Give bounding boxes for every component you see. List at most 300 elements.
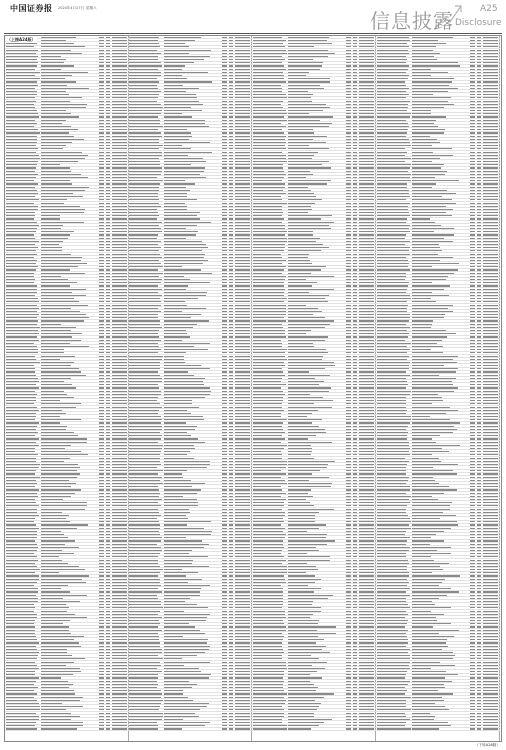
text-line <box>288 330 311 331</box>
text-line <box>99 432 104 433</box>
text-line <box>106 129 110 130</box>
text-line <box>222 91 227 92</box>
text-line <box>470 129 475 130</box>
text-line <box>229 547 233 548</box>
text-line <box>359 145 374 146</box>
text-line <box>483 391 498 392</box>
text-line <box>106 384 110 385</box>
text-line <box>353 709 357 710</box>
text-line <box>229 37 233 38</box>
text-line <box>235 725 250 726</box>
text-line <box>470 563 475 564</box>
text-line <box>41 327 76 328</box>
text-line <box>253 161 287 162</box>
text-line <box>377 225 410 226</box>
text-line <box>346 445 351 446</box>
text-line <box>222 101 227 102</box>
text-line <box>477 142 481 143</box>
text-line <box>477 502 481 503</box>
text-line <box>477 544 481 545</box>
text-line <box>99 569 104 570</box>
text-line <box>41 387 76 388</box>
text-line <box>235 234 250 235</box>
text-line <box>346 461 351 462</box>
text-line <box>353 665 357 666</box>
text-line <box>353 528 357 529</box>
text-line <box>483 91 498 92</box>
text-line <box>112 391 127 392</box>
text-line <box>106 164 110 165</box>
text-line <box>470 486 475 487</box>
text-line <box>412 330 446 331</box>
text-line <box>164 158 203 159</box>
text-line <box>288 617 310 618</box>
text-line <box>477 317 481 318</box>
text-line <box>112 467 127 468</box>
text-line <box>346 499 351 500</box>
text-line <box>229 234 233 235</box>
text-line <box>106 537 110 538</box>
text-line <box>106 687 110 688</box>
text-line <box>41 528 77 529</box>
text-line <box>353 467 357 468</box>
text-line <box>483 470 498 471</box>
text-line <box>359 295 374 296</box>
text-line <box>346 62 351 63</box>
text-line <box>129 129 158 130</box>
text-line <box>470 50 475 51</box>
text-line <box>377 572 409 573</box>
text-line <box>253 356 285 357</box>
text-line <box>129 607 163 608</box>
text-line <box>222 247 227 248</box>
text-line <box>353 480 357 481</box>
text-line <box>164 247 208 248</box>
text-line <box>359 298 374 299</box>
text-line <box>235 496 250 497</box>
text-line <box>359 451 374 452</box>
text-line <box>253 107 283 108</box>
text-line <box>112 623 127 624</box>
text-line <box>235 499 250 500</box>
text-line <box>346 611 351 612</box>
text-line <box>99 311 104 312</box>
text-line <box>106 206 110 207</box>
text-line <box>483 486 498 487</box>
text-line <box>253 59 285 60</box>
text-line <box>106 725 110 726</box>
text-line <box>235 569 250 570</box>
text-line <box>235 340 250 341</box>
text-line <box>6 585 34 586</box>
text-line <box>222 234 227 235</box>
text-line <box>353 461 357 462</box>
text-line <box>377 384 408 385</box>
text-line <box>477 467 481 468</box>
text-line <box>377 343 411 344</box>
text-line <box>412 362 457 363</box>
text-line <box>477 244 481 245</box>
text-line <box>346 346 351 347</box>
text-line <box>229 422 233 423</box>
text-line <box>253 655 282 656</box>
text-line <box>470 110 475 111</box>
text-line <box>377 461 409 462</box>
text-line <box>106 636 110 637</box>
text-line <box>41 190 85 191</box>
text-line <box>222 193 227 194</box>
text-line <box>99 81 104 82</box>
text-line <box>164 550 192 551</box>
text-line <box>477 461 481 462</box>
text-line <box>6 493 37 494</box>
text-line <box>470 515 475 516</box>
text-line <box>346 120 351 121</box>
text-line <box>483 493 498 494</box>
text-line <box>41 69 61 70</box>
text-line <box>235 493 250 494</box>
text-line <box>112 646 127 647</box>
text-line <box>359 614 374 615</box>
text-line <box>483 142 498 143</box>
text-line <box>359 260 374 261</box>
text-line <box>99 458 104 459</box>
text-line <box>41 655 72 656</box>
text-line <box>235 356 250 357</box>
text-line <box>222 75 227 76</box>
text-line <box>235 391 250 392</box>
text-line <box>412 209 453 210</box>
text-line <box>412 148 452 149</box>
text-line <box>222 180 227 181</box>
text-line <box>346 148 351 149</box>
text-line <box>288 266 326 267</box>
text-line <box>6 336 37 337</box>
text-line <box>346 668 351 669</box>
text-line <box>359 324 374 325</box>
text-line <box>235 502 250 503</box>
text-line <box>164 493 197 494</box>
text-line <box>106 222 110 223</box>
text-line <box>353 652 357 653</box>
text-line <box>106 298 110 299</box>
text-line <box>6 435 35 436</box>
text-line <box>41 365 71 366</box>
text-line <box>477 190 481 191</box>
text-line <box>99 257 104 258</box>
text-line <box>235 289 250 290</box>
text-line <box>112 292 127 293</box>
text-line <box>470 104 475 105</box>
text-line <box>253 371 283 372</box>
text-line <box>164 579 202 580</box>
text-line <box>112 46 127 47</box>
text-line <box>106 263 110 264</box>
text-line <box>470 534 475 535</box>
text-line <box>346 560 351 561</box>
text-line <box>106 585 110 586</box>
text-line <box>222 451 227 452</box>
text-line <box>129 473 158 474</box>
text-line <box>470 171 475 172</box>
text-line <box>412 301 436 302</box>
text-line <box>106 260 110 261</box>
text-line <box>235 620 250 621</box>
text-line <box>353 432 357 433</box>
text-line <box>129 78 157 79</box>
text-line <box>229 241 233 242</box>
text-line <box>235 470 250 471</box>
text-line <box>412 167 441 168</box>
text-line <box>346 636 351 637</box>
text-line <box>229 480 233 481</box>
text-line <box>41 142 72 143</box>
text-line <box>106 381 110 382</box>
text-line <box>112 209 127 210</box>
text-line <box>377 537 410 538</box>
text-line <box>112 371 127 372</box>
text-line <box>288 126 329 127</box>
text-line <box>412 518 440 519</box>
text-line <box>470 509 475 510</box>
text-line <box>6 139 37 140</box>
text-line <box>229 560 233 561</box>
text-line <box>483 473 498 474</box>
text-line <box>112 352 127 353</box>
text-line <box>99 365 104 366</box>
text-line <box>235 257 250 258</box>
text-line <box>359 53 374 54</box>
text-line <box>99 572 104 573</box>
text-line <box>129 343 158 344</box>
text-line <box>346 177 351 178</box>
text-line <box>346 400 351 401</box>
text-line <box>222 630 227 631</box>
text-line <box>353 301 357 302</box>
text-line <box>229 579 233 580</box>
text-line <box>129 250 159 251</box>
text-line <box>470 349 475 350</box>
text-line <box>235 626 250 627</box>
text-line <box>470 279 475 280</box>
text-line <box>112 327 127 328</box>
text-line <box>377 158 411 159</box>
text-line <box>412 260 440 261</box>
text-line <box>164 620 206 621</box>
text-line <box>346 435 351 436</box>
text-line <box>129 394 161 395</box>
text-line <box>164 572 198 573</box>
text-line <box>99 292 104 293</box>
text-line <box>229 636 233 637</box>
text-line <box>41 330 71 331</box>
text-line <box>112 174 127 175</box>
text-line <box>288 314 313 315</box>
text-line <box>253 183 285 184</box>
text-line <box>477 343 481 344</box>
text-line <box>377 305 408 306</box>
text-line <box>99 422 104 423</box>
text-line <box>164 540 202 541</box>
text-line <box>106 547 110 548</box>
text-line <box>235 556 250 557</box>
text-line <box>477 85 481 86</box>
text-line <box>229 524 233 525</box>
text-line <box>6 46 34 47</box>
text-line <box>222 649 227 650</box>
text-line <box>477 247 481 248</box>
text-line <box>112 225 127 226</box>
text-line <box>483 426 498 427</box>
text-line <box>112 365 127 366</box>
text-line <box>6 228 37 229</box>
text-line <box>377 547 410 548</box>
text-line <box>288 585 308 586</box>
text-line <box>106 706 110 707</box>
text-line <box>346 231 351 232</box>
text-line <box>483 505 498 506</box>
text-line <box>412 483 439 484</box>
text-line <box>164 139 189 140</box>
text-line <box>99 263 104 264</box>
text-line <box>164 142 210 143</box>
text-line <box>353 225 357 226</box>
text-line <box>346 387 351 388</box>
text-line <box>6 327 40 328</box>
text-line <box>99 681 104 682</box>
text-line <box>106 483 110 484</box>
text-line <box>359 470 374 471</box>
text-line <box>99 352 104 353</box>
text-line <box>99 298 104 299</box>
text-line <box>470 493 475 494</box>
text-line <box>477 375 481 376</box>
text-line <box>353 209 357 210</box>
text-line <box>106 464 110 465</box>
text-line <box>106 713 110 714</box>
text-line <box>346 569 351 570</box>
text-line <box>129 101 157 102</box>
text-line <box>483 432 498 433</box>
text-line <box>235 215 250 216</box>
text-line <box>41 419 81 420</box>
text-line <box>288 493 308 494</box>
text-line <box>106 53 110 54</box>
text-line <box>106 419 110 420</box>
text-line <box>483 97 498 98</box>
text-line <box>477 276 481 277</box>
text-line <box>235 585 250 586</box>
text-line <box>235 152 250 153</box>
text-line <box>164 362 185 363</box>
text-line <box>235 416 250 417</box>
text-line <box>229 180 233 181</box>
text-line <box>6 244 35 245</box>
text-line <box>346 352 351 353</box>
text-line <box>106 467 110 468</box>
text-line <box>99 642 104 643</box>
text-line <box>353 289 357 290</box>
text-line <box>222 292 227 293</box>
text-line <box>346 422 351 423</box>
text-line <box>470 416 475 417</box>
text-line <box>164 368 210 369</box>
text-line <box>353 598 357 599</box>
text-line <box>99 371 104 372</box>
text-line <box>253 75 284 76</box>
text-line <box>288 107 330 108</box>
text-line <box>229 164 233 165</box>
text-line <box>353 327 357 328</box>
text-line <box>288 563 307 564</box>
text-line <box>222 203 227 204</box>
text-line <box>483 560 498 561</box>
text-line <box>106 499 110 500</box>
text-line <box>112 569 127 570</box>
text-line <box>470 435 475 436</box>
text-line <box>112 556 127 557</box>
text-line <box>112 681 127 682</box>
text-line <box>359 725 374 726</box>
text-line <box>41 161 78 162</box>
text-line <box>112 445 127 446</box>
text-line <box>6 560 38 561</box>
text-line <box>6 515 39 516</box>
text-line <box>222 563 227 564</box>
text-line <box>106 199 110 200</box>
text-line <box>288 311 322 312</box>
text-line <box>359 560 374 561</box>
text-line <box>129 458 160 459</box>
text-line <box>235 285 250 286</box>
text-line <box>99 78 104 79</box>
text-line <box>229 59 233 60</box>
text-line <box>235 467 250 468</box>
text-line <box>483 461 498 462</box>
text-line <box>470 400 475 401</box>
text-line <box>235 719 250 720</box>
text-line <box>288 477 329 478</box>
text-line <box>412 320 433 321</box>
text-line <box>106 72 110 73</box>
text-line <box>353 37 357 38</box>
text-line <box>253 327 283 328</box>
text-line <box>288 333 306 334</box>
text-line <box>353 346 357 347</box>
text-line <box>359 387 374 388</box>
text-line <box>253 400 283 401</box>
text-line <box>6 330 38 331</box>
text-line <box>377 167 410 168</box>
text-line <box>483 454 498 455</box>
text-line <box>112 113 127 114</box>
text-line <box>222 164 227 165</box>
text-line <box>222 442 227 443</box>
text-line <box>106 397 110 398</box>
text-line <box>346 697 351 698</box>
text-line <box>41 563 68 564</box>
text-line <box>106 700 110 701</box>
text-line <box>164 317 191 318</box>
text-line <box>99 477 104 478</box>
text-line <box>235 560 250 561</box>
text-line <box>470 473 475 474</box>
text-line <box>229 171 233 172</box>
text-line <box>353 646 357 647</box>
text-line <box>235 521 250 522</box>
text-line <box>41 85 67 86</box>
text-line <box>41 59 66 60</box>
